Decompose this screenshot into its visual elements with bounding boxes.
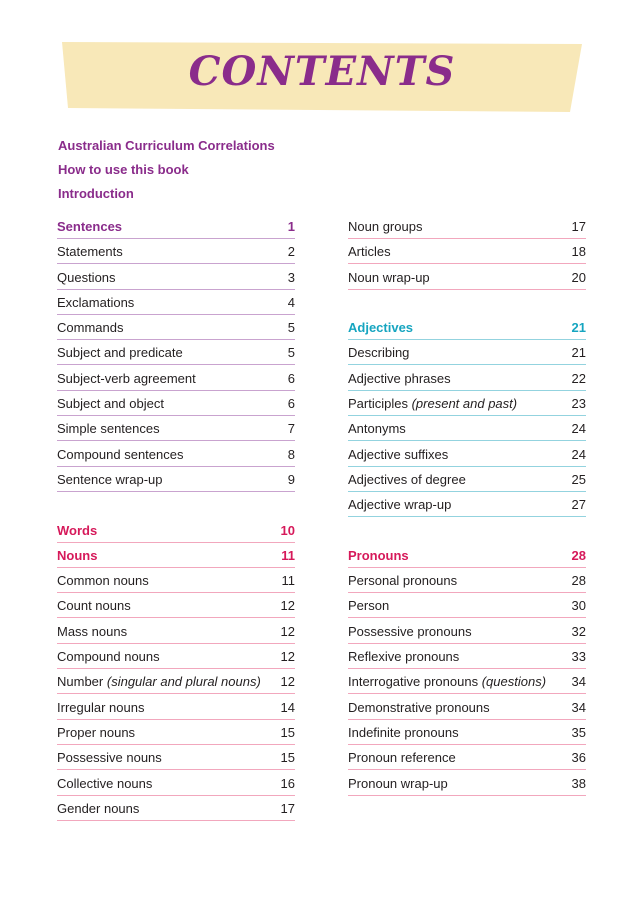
toc-entry[interactable]: Noun wrap-up 20: [348, 266, 586, 290]
section-sentences: [57, 215, 295, 492]
toc-entry[interactable]: Simple sentences 7: [57, 417, 295, 441]
toc-entry[interactable]: Compound nouns 12: [57, 645, 295, 669]
spacer: [348, 291, 586, 316]
toc-heading-pronouns[interactable]: Pronouns 28: [348, 544, 586, 568]
toc-entry[interactable]: Antonyms 24: [348, 417, 586, 441]
toc-entry[interactable]: Subject and object 6: [57, 392, 295, 416]
toc-entry[interactable]: Adjective wrap-up 27: [348, 493, 586, 517]
toc-entry[interactable]: Number (singular and plural nouns) 12: [57, 670, 295, 694]
toc-entry[interactable]: Count nouns 12: [57, 594, 295, 618]
toc-entry[interactable]: Sentence wrap-up 9: [57, 468, 295, 492]
toc-entry[interactable]: Compound sentences 8: [57, 443, 295, 467]
toc-entry[interactable]: Demonstrative pronouns 34: [348, 696, 586, 720]
toc-heading-nouns[interactable]: Nouns 11: [57, 544, 295, 568]
intro-links: [58, 134, 275, 206]
toc-entry[interactable]: Irregular nouns 14: [57, 696, 295, 720]
toc-entry[interactable]: Possessive nouns 15: [57, 746, 295, 770]
toc-entry[interactable]: Proper nouns 15: [57, 721, 295, 745]
link-introduction[interactable]: Introduction: [58, 186, 134, 201]
toc-entry[interactable]: Personal pronouns 28: [348, 569, 586, 593]
toc-entry[interactable]: Subject and predicate 5: [57, 341, 295, 365]
toc-entry[interactable]: Reflexive pronouns 33: [348, 645, 586, 669]
toc-right-column: [348, 215, 586, 797]
link-curriculum-correlations[interactable]: Australian Curriculum Correlations: [58, 138, 275, 153]
toc-entry[interactable]: Interrogative pronouns (questions) 34: [348, 670, 586, 694]
link-how-to-use[interactable]: How to use this book: [58, 162, 189, 177]
page-title: CONTENTS: [188, 48, 456, 95]
toc-heading-adjectives[interactable]: Adjectives 21: [348, 316, 586, 340]
toc-entry[interactable]: Statements 2: [57, 240, 295, 264]
section-pronouns: [348, 544, 586, 796]
toc-entry[interactable]: Collective nouns 16: [57, 772, 295, 796]
toc-entry[interactable]: Questions 3: [57, 266, 295, 290]
toc-entry[interactable]: Commands 5: [57, 316, 295, 340]
toc-heading-words[interactable]: Words 10: [57, 519, 295, 543]
spacer: [57, 493, 295, 518]
spacer: [348, 519, 586, 544]
toc-entry[interactable]: Person 30: [348, 594, 586, 618]
toc-entry[interactable]: Exclamations 4: [57, 291, 295, 315]
toc-entry[interactable]: Adjectives of degree 25: [348, 468, 586, 492]
section-nouns-continued: [348, 215, 586, 290]
toc-entry[interactable]: Describing 21: [348, 341, 586, 365]
toc-entry[interactable]: Participles (present and past) 23: [348, 392, 586, 416]
toc-entry[interactable]: Adjective phrases 22: [348, 367, 586, 391]
toc-heading-sentences[interactable]: Sentences 1: [57, 215, 295, 239]
toc-entry[interactable]: Noun groups 17: [348, 215, 586, 239]
toc-entry[interactable]: Adjective suffixes 24: [348, 443, 586, 467]
section-words-nouns: [57, 519, 295, 821]
toc-entry[interactable]: Subject-verb agreement 6: [57, 367, 295, 391]
toc-entry[interactable]: Articles 18: [348, 240, 586, 264]
toc-entry[interactable]: Pronoun wrap-up 38: [348, 772, 586, 796]
toc-entry[interactable]: Mass nouns 12: [57, 620, 295, 644]
toc-left-column: [57, 215, 295, 822]
toc-entry[interactable]: Gender nouns 17: [57, 797, 295, 821]
title-banner: [62, 40, 582, 114]
toc-entry[interactable]: Indefinite pronouns 35: [348, 721, 586, 745]
toc-entry[interactable]: Pronoun reference 36: [348, 746, 586, 770]
section-adjectives: [348, 316, 586, 517]
toc-entry[interactable]: Common nouns 11: [57, 569, 295, 593]
toc-entry[interactable]: Possessive pronouns 32: [348, 620, 586, 644]
